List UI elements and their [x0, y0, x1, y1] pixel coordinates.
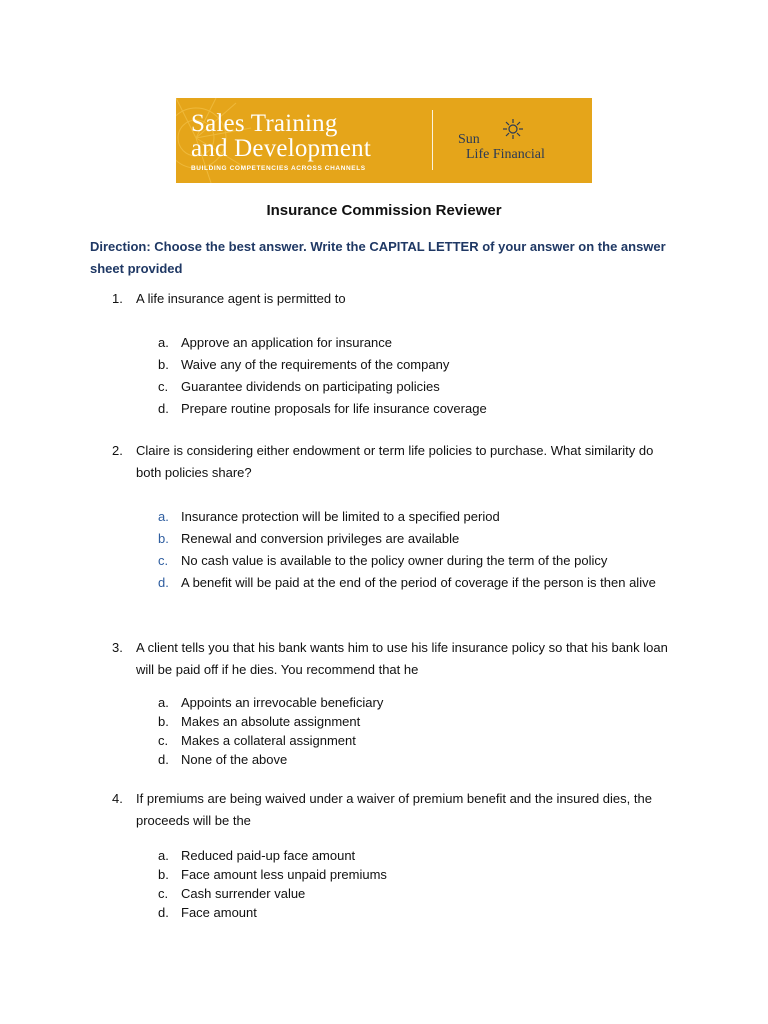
option-text: Insurance protection will be limited to a specified period	[181, 509, 500, 524]
question-1-options	[158, 332, 678, 420]
direction-text: Direction: Choose the best answer. Write the CAPITAL LETTER of your answer on the answer sheet provided	[90, 239, 666, 276]
option-b	[158, 528, 678, 550]
option-letter: b.	[158, 531, 169, 546]
option-letter: b.	[158, 357, 169, 372]
header-banner	[176, 98, 592, 183]
brand-line2: Life Financial	[466, 147, 545, 162]
option-text: Cash surrender value	[181, 886, 306, 901]
option-letter: c.	[158, 733, 169, 748]
option-text: Guarantee dividends on participating policies	[181, 379, 440, 394]
option-c	[158, 731, 678, 750]
option-text: Makes an absolute assignment	[181, 714, 361, 729]
option-letter: c.	[158, 553, 169, 568]
option-c	[158, 376, 678, 398]
option-a	[158, 693, 678, 712]
banner-divider	[432, 110, 433, 170]
option-letter: d.	[158, 575, 169, 590]
option-d	[158, 572, 678, 594]
option-text: Face amount less unpaid premiums	[181, 867, 387, 882]
option-b	[158, 354, 678, 376]
option-letter: a.	[158, 695, 169, 710]
question-number: 2.	[112, 443, 123, 458]
question-2	[112, 440, 682, 484]
option-letter: c.	[158, 379, 169, 394]
option-d	[158, 750, 678, 769]
question-4-options	[158, 846, 678, 922]
option-text: Reduced paid-up face amount	[181, 848, 356, 863]
option-a	[158, 506, 678, 528]
question-number: 4.	[112, 791, 123, 806]
option-text: A benefit will be paid at the end of the period of coverage if the person is then alive	[181, 575, 656, 590]
option-letter: a.	[158, 848, 169, 863]
option-b	[158, 712, 678, 731]
option-text: Waive any of the requirements of the company	[181, 357, 450, 372]
option-text: None of the above	[181, 752, 288, 767]
option-letter: a.	[158, 335, 169, 350]
option-text: No cash value is available to the policy owner during the term of the policy	[181, 553, 608, 568]
option-c	[158, 884, 678, 903]
option-letter: b.	[158, 867, 169, 882]
option-text: Renewal and conversion privileges are available	[181, 531, 460, 546]
option-text: Approve an application for insurance	[181, 335, 393, 350]
question-stem: A life insurance agent is permitted to	[136, 291, 346, 306]
option-a	[158, 846, 678, 865]
option-b	[158, 865, 678, 884]
option-letter: b.	[158, 714, 169, 729]
option-letter: d.	[158, 905, 169, 920]
option-d	[158, 398, 678, 420]
question-stem: A client tells you that his bank wants him to use his life insurance policy so that his bank loan will be paid off if he dies. You recommend that he	[136, 640, 668, 677]
option-c	[158, 550, 678, 572]
option-letter: d.	[158, 401, 169, 416]
option-text: Appoints an irrevocable beneficiary	[181, 695, 384, 710]
option-letter: d.	[158, 752, 169, 767]
option-d	[158, 903, 678, 922]
brand-name	[458, 132, 545, 162]
option-text: Face amount	[181, 905, 257, 920]
option-a	[158, 332, 678, 354]
question-3	[112, 637, 682, 681]
option-letter: a.	[158, 509, 169, 524]
brand-line1: Sun	[458, 132, 480, 147]
page-title: Insurance Commission Reviewer	[266, 202, 502, 219]
option-text: Makes a collateral assignment	[181, 733, 356, 748]
question-number: 3.	[112, 640, 123, 655]
option-letter: c.	[158, 886, 169, 901]
question-stem: If premiums are being waived under a waiver of premium benefit and the insured dies, the proceeds will be the	[136, 791, 652, 828]
question-1	[112, 288, 682, 310]
banner-title-line1: Sales Training	[191, 110, 338, 137]
option-text: Prepare routine proposals for life insurance coverage	[181, 401, 487, 416]
question-3-options	[158, 693, 678, 769]
question-stem: Claire is considering either endowment or term life policies to purchase. What similarity do both policies share?	[136, 443, 654, 480]
banner-title-line2: and Development	[191, 135, 372, 162]
question-4	[112, 788, 682, 832]
banner-tagline: BUILDING COMPETENCIES ACROSS CHANNELS	[191, 165, 366, 172]
question-number: 1.	[112, 291, 123, 306]
question-2-options	[158, 506, 678, 594]
